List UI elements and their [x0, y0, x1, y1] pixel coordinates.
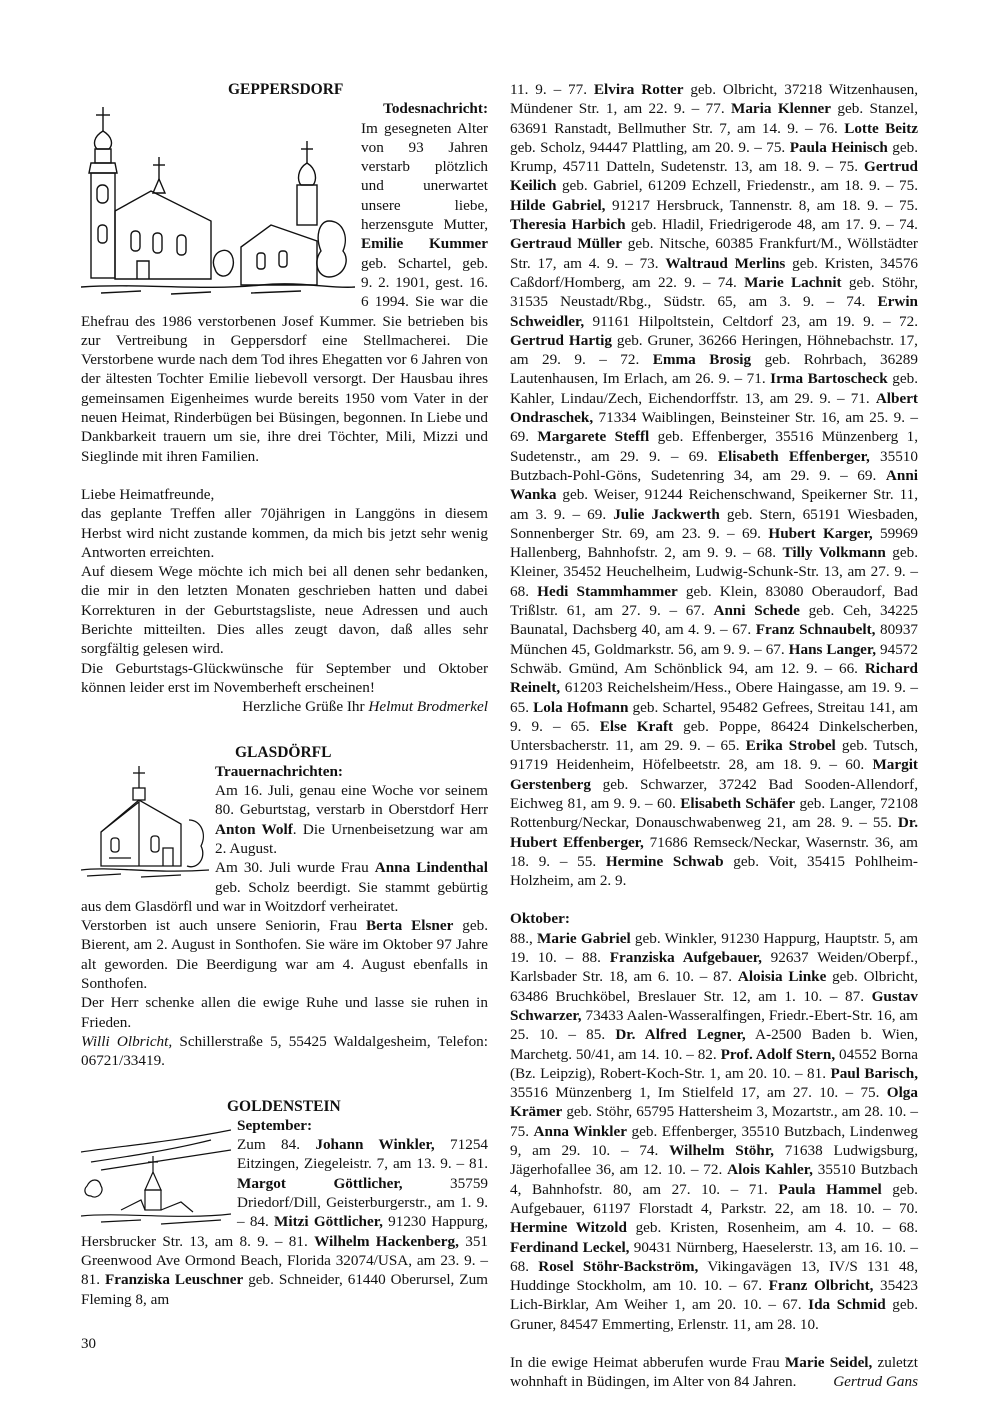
- glasdoerfl-paragraph: Am 16. Juli, genau eine Woche vor seinem 80. Geburtstag, verstarb in Oberstdorf Herr Anton Wolf. Die Urnenbeisetzung war am 2. August.: [215, 782, 488, 857]
- glasdoerfl-subheading: Trauernachrichten:: [215, 762, 343, 780]
- goldenstein-september-continued: 11. 9. – 77. Elvira Rotter geb. Olbricht, 37218 Witzenhausen, Mündener Str. 1, am 22. 9. – 77. Maria Klenner geb. Stanzel, 63691 Ranstadt, Bellmuther Str. 7, am 14. 9. – 76. Lotte Beitz geb. Scholz, 94447 Plattling, am 20. 9. – 75. Paula Heinisch geb. Krump, 45711 Datteln, Sudetenstr. 13, am 18. 9. – 75. Gertrud Keilich geb. Gabriel, 61209 Echzell, Friedenstr., am 18. 9. – 75. Hilde Gabriel, 91217 Hersbruck, Tannenstr. 8, am 18. 9. – 75. Theresia Harbich geb. Hladil, Friedrigerode 48, am 17. 9. – 74. Gertraud Müller geb. Nitsche, 60385 Frankfurt/M., Wöllstädter Str. 17, am 4. 9. – 73. Waltraud Merlins geb. Kristen, 34576 Caßdorf/Homberg, am 22. 9. – 74. Marie Lachnit geb. Stöhr, 31535 Neustadt/Rbg., Südstr. 65, am 3. 9. – 74. Erwin Schweidler, 91161 Hilpoltstein, Celtdorf 23, am 19. 9. – 72. Gertrud Hartig geb. Gruner, 36266 Heringen, Höhnebachstr. 17, am 29. 9. – 72. Emma Brosig geb. Rohrbach, 36289 Lautenhausen, Im Erlach, am 26. 9. – 71. Irma Bartoscheck geb. Kahler, Lindau/Zech, Eichendorffstr. 13, am 29. 9. – 71. Albert Ondraschek, 71334 Waiblingen, Beinsteiner Str. 16, am 25. 9. – 69. Margarete Steffl geb. Effenberger, 35516 Münzenberg 1, Sudetenstr., am 29. 9. – 69. Elisabeth Effenberger, 35510 Butzbach-Pohl-Göns, Sudetenring 34, am 29. 9. – 69. Anni Wanka geb. Weiser, 91244 Reichenschwand, Speikerner Str. 11, am 3. 9. – 69. Julie Jackwerth geb. Stern, 65191 Wiesbaden, Sonnenberger Str. 69, am 23. 9. – 69. Hubert Karger, 59969 Hallenberg, Bahnhofstr. 2, am 9. 9. – 68. Tilly Volkmann geb. Kleiner, 35452 Heuchelheim, Ludwig-Schunk-Str. 13, am 27. 9. – 68. Hedi Stammhammer geb. Klein, 83080 Oberaudorf, Bad Trißlstr. 61, am 27. 9. – 67. Anni Schede geb. Ceh, 34225 Baunatal, Dachsberg 40, am 4. 9. – 67. Franz Schnaubelt, 80937 München 45, Goldmarkstr. 56, am 9. 9. – 67. Hans Langer, 94572 Schwäb. Gmünd, Am Schönblick 94, am 12. 9. – 66. Richard Reinelt, 61203 Reichelsheim/Hess., Obere Haingasse, am 19. 9. – 65. Lola Hofmann geb. Schartel, 95482 Gefrees, Streitau 141, am 9. 9. – 65. Else Kraft geb. Poppe, 86424 Dinkelscherben, Untersbacherstr. 11, am 29. 9. – 65. Erika Strobel geb. Tutsch, 91719 Heidenheim, Höfelbeetstr. 28, am 18. 9. – 60. Margit Gerstenberg geb. Schwarzer, 37242 Bad Sooden-Allendorf, Eichweg 81, am 9. 9. – 60. Elisabeth Schäfer geb. Langer, 72108 Rottenburg/Neckar, Donauschwabenweg 21, am 28. 9. – 55. Dr. Hubert Effenberger, 71686 Remseck/Neckar, Wasernstr. 36, am 18. 9. – 55. Hermine Schwab geb. Voit, 35415 Pohlheim-Holzheim, am 2. 9.: [510, 81, 919, 890]
- glasdoerfl-paragraph: Der Herr schenke allen die ewige Ruhe und lasse sie ruhen in Frieden.: [81, 994, 488, 1031]
- letter-salutation: Liebe Heimatfreunde,: [81, 485, 215, 503]
- glasdoerfl-contact-name: Willi Olbricht,: [81, 1032, 173, 1050]
- glasdoerfl-heading: GLASDÖRFL: [235, 743, 332, 761]
- page-number: 30: [81, 1336, 96, 1352]
- glasdoerfl-paragraph: Am 30. Juli wurde Frau Anna Lindenthal geb. Scholz beerdigt. Sie stammt gebürtig aus dem Glasdörfl und war in Woitzdorf verheiratet.: [81, 859, 488, 915]
- goldenstein-october-text: 88., Marie Gabriel geb. Winkler, 91230 Happurg, Hauptstr. 5, am 19. 10. – 88. Franziska Aufgebauer, 92637 Weiden/Oberpf., Karlsbader Str. 18, am 6. 10. – 87. Aloisia Linke geb. Olbricht, 63486 Bruchköbel, Breslauer Str. 12, am 1. 10. – 87. Gustav Schwarzer, 73433 Aalen-Wasseralfingen, Friedr.-Ebert-Str. 16, am 25. 10. – 85. Dr. Alfred Legner, A-2500 Baden b. Wien, Marchetg. 50/41, am 14. 10. – 82. Prof. Adolf Stern, 04552 Borna (Bz. Leipzig), Robert-Koch-Str. 1, am 20. 10. – 81. Paul Barisch, 35516 Münzenberg 1, Im Stielfeld 17, am 27. 10. – 75. Olga Krämer geb. Stöhr, 65795 Hattersheim 3, Mozartstr., am 28. 10. – 75. Anna Winkler geb. Effenberger, 35510 Butzbach, Lindenweg 9, am 29. 10. – 74. Wilhelm Stöhr, 71638 Ludwigsburg, Jägerhofallee 36, am 12. 10. – 72. Alois Kahler, 35510 Butzbach 4, Bahnhofstr. 80, am 27. 10. – 71. Paula Hammel geb. Aufgebauer, 61197 Florstadt 4, Parkstr. 22, am 18. 10. – 70. Hermine Witzold geb. Kristen, Rosenheim, am 4. 10. – 68. Ferdinand Leckel, 90431 Nürnberg, Haeselerstr. 13, am 16. 10. – 68. Rosel Stöhr-Backström, Vikingavägen 13, IV/S 131 48, Huddinge Stockholm, am 10. 10. – 67. Franz Olbricht, 35423 Lich-Birklar, Am Weiher 1, am 20. 10. – 67. Ida Schmid geb. Gruner, 84547 Emmerting, Erlenstr. 11, am 28. 10.: [510, 929, 919, 1333]
- goldenstein-closing: [510, 1353, 918, 1392]
- letter-paragraph: das geplante Treffen aller 70jährigen in Langgöns in diesem Herbst wird nicht zustande kommen, da mich bis jetzt sehr wenig Antworten erreichten.: [81, 505, 488, 561]
- glasdoerfl-paragraph: Verstorben ist auch unsere Seniorin, Frau Berta Elsner geb. Bierent, am 2. August in Sonthofen. Sie wäre im Oktober 97 Jahre alt geworden. Die Beerdigung war am 4. August ebenfalls in Sonthofen.: [81, 917, 488, 993]
- goldenstein-signature: Gertrud Gans: [833, 1373, 918, 1391]
- letter-signature: Helmut Brodmerkel: [368, 698, 488, 716]
- letter-paragraph: Die Geburtstags-Glückwünsche für September und Oktober können leider erst im Novemberheft erscheinen!: [81, 659, 488, 696]
- goldenstein-october-heading: Oktober:: [510, 910, 570, 928]
- geppersdorf-subheading: Todesnachricht:: [383, 100, 488, 118]
- letter-paragraph: Auf diesem Wege möchte ich mich bei all denen sehr bedanken, die mir in den letzten Monaten geschrieben hatten und dabei Korrekturen in der Geburtstagsliste, neue Adressen und auch Berichte mitteilten. Dies alles zeugt davon, daß alles sehr sorgfältig gelesen wird.: [81, 563, 488, 658]
- glasdoerfl-contact: [81, 1032, 488, 1071]
- landscape-illustration-goldenstein: [81, 1116, 231, 1228]
- right-column: [510, 80, 918, 1392]
- glasdoerfl-contact-address: Schillerstraße 5, 55425 Waldalgesheim, Telefon: 06721/33419.: [81, 1032, 488, 1070]
- letter-closing-text: Herzliche Grüße Ihr: [242, 698, 365, 716]
- goldenstein-closing-text: In die ewige Heimat abberufen wurde Frau Marie Seidel, zuletzt wohnhaft in Büdingen, im Alter von 84 Jahren.: [510, 1354, 918, 1391]
- goldenstein-subheading: September:: [237, 1116, 313, 1134]
- geppersdorf-paragraph: Im gesegneten Alter von 93 Jahren verstarb plötzlich und unerwartet unsere liebe, herzensgute Mutter, Emilie Kummer geb. Schartel, geb. 9. 2. 1901, gest. 16. 6 1994. Sie war die Ehefrau des 1986 verstorbenen Josef Kummer. Sie betrieben bis zur Vertreibung in Geppersdorf eine Stellmacherei. Die Verstorbene wurde nach dem Tod ihres Ehegatten vor 6 Jahren von der ältesten Tochter Emilie liebevoll versorgt. Der Hausbau ihres gemeinsamen Eigenheimes wurde bereits 1950 vom Vater in der neuen Heimat, Rinderbügen bei Büsingen, begonnen. In Liebe und Dankbarkeit trauern um sie, ihre drei Töchter, Mili, Mizzi und Sieglinde mit ihren Familien.: [81, 119, 488, 465]
- goldenstein-heading: GOLDENSTEIN: [227, 1097, 341, 1115]
- church-illustration-geppersdorf: [81, 101, 355, 297]
- geppersdorf-heading: GEPPERSDORF: [228, 81, 344, 98]
- goldenstein-september-text: Zum 84. Johann Winkler, 71254 Eitzingen, Ziegeleistr. 7, am 13. 9. – 81. Margot Göttlicher, 35759 Driedorf/Dill, Geisterburgerstr., am 1. 9. – 84. Mitzi Göttlicher, 91230 Happurg, Hersbrucker Str. 13, am 8. 9. – 81. Wilhelm Hackenberg, 351 Greenwood Ave Ormond Beach, Florida 32074/USA, am 23. 9. – 81. Franziska Leuschner geb. Schneider, 61440 Oberursel, Zum Fleming 8, am: [81, 1136, 489, 1308]
- letter-closing: [81, 697, 488, 716]
- chapel-illustration-glasdoerfl: [81, 762, 209, 880]
- left-column: [81, 80, 488, 1309]
